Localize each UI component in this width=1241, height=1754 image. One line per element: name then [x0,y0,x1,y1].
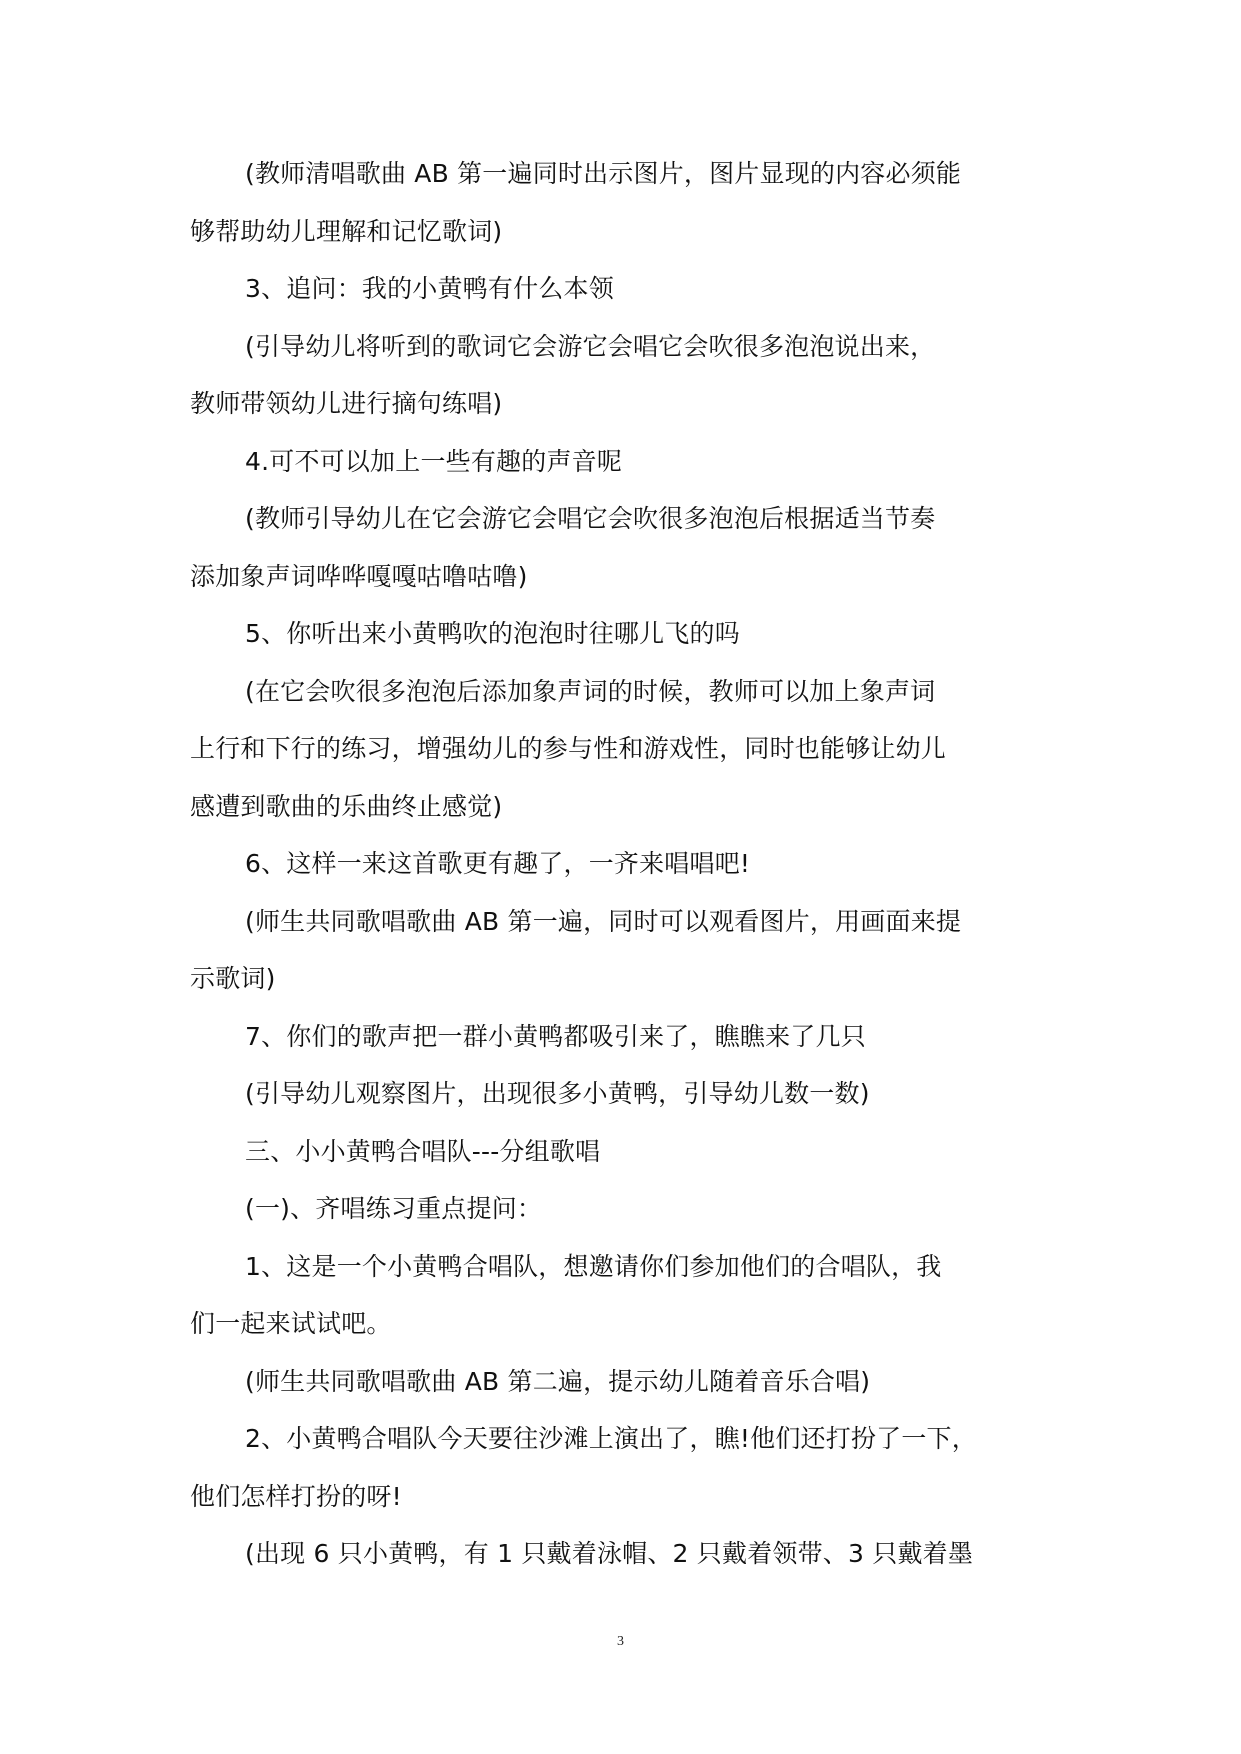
text-line: 们一起来试试吧。 [190,1309,392,1338]
text-line: 感遭到歌曲的乐曲终止感觉) [190,791,503,821]
text-line: 5、你听出来小黄鸭吹的泡泡时往哪儿飞的吗 [245,619,740,648]
text-line: 示歌词) [190,964,276,993]
text-line: 2、小黄鸭合唱队今天要往沙滩上演出了，瞧!他们还打扮了一下， [245,1424,977,1453]
text-line: (一)、齐唱练习重点提问： [245,1194,543,1223]
text-line: 他们怎样打扮的呀! [190,1481,402,1511]
text-line: (教师引导幼儿在它会游它会唱它会吹很多泡泡后根据适当节奏 [245,504,936,533]
text-line: 三、小小黄鸭合唱队---分组歌唱 [245,1136,601,1166]
text-line: 1、这是一个小黄鸭合唱队，想邀请你们参加他们的合唱队，我 [245,1251,942,1281]
text-line: (在它会吹很多泡泡后添加象声词的时候，教师可以加上象声词 [245,676,936,706]
text-line: 3、追问：我的小黄鸭有什么本领 [245,274,614,303]
text-line: (师生共同歌唱歌曲 AB 第一遍，同时可以观看图片，用画面来提 [245,906,962,936]
text-line: 6、这样一来这首歌更有趣了，一齐来唱唱吧! [245,849,751,878]
text-line: (师生共同歌唱歌曲 AB 第二遍，提示幼儿随着音乐合唱) [245,1366,871,1396]
text-line: (出现 6 只小黄鸭，有 1 只戴着泳帽、2 只戴着领带、3 只戴着墨 [245,1539,974,1568]
text-line: (引导幼儿观察图片，出现很多小黄鸭，引导幼儿数一数) [245,1079,870,1108]
text-line: 够帮助幼儿理解和记忆歌词) [190,216,503,246]
text-line: 4.可不可以加上一些有趣的声音呢 [245,446,623,476]
text-line: 7、你们的歌声把一群小黄鸭都吸引来了，瞧瞧来了几只 [245,1021,866,1051]
text-line: 添加象声词哗哗嘎嘎咕噜咕噜) [190,561,528,591]
page-number: 3 [617,1634,624,1649]
text-line: 教师带领幼儿进行摘句练唱) [190,389,503,418]
text-line: 上行和下行的练习，增强幼儿的参与性和游戏性，同时也能够让幼儿 [190,734,947,763]
document-body [190,145,1050,1583]
text-line: (引导幼儿将听到的歌词它会游它会唱它会吹很多泡泡说出来， [245,331,936,361]
text-line: (教师清唱歌曲 AB 第一遍同时出示图片，图片显现的内容必须能 [245,159,962,188]
